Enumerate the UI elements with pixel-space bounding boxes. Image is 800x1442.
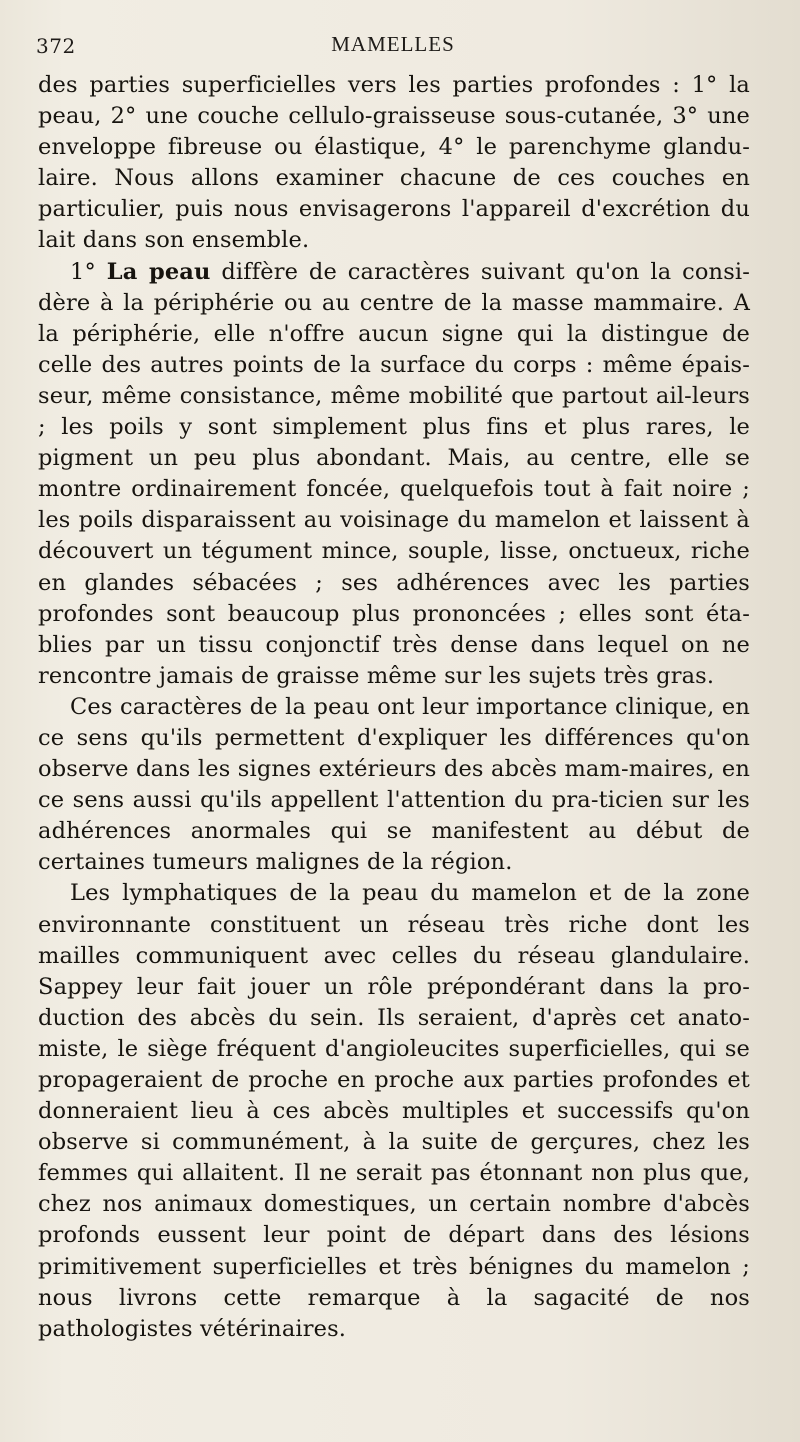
paragraph-lymphatics: Les lymphatiques de la peau du mamelon et de la zone environnante constituent un réseau très riche dont les mailles communiquent avec celles du réseau glandulaire. Sappey leur fait jouer un rôle prépondérant dans la pro-duction des abcès du sein. Ils seraient, d'après cet anato-miste, le siège fréquent d'angioleucites superficielles, qui se propageraient de proche en proche aux parties profondes et donneraient lieu à ces abcès multiples et successifs qu'on observe si communément, à la suite de gerçures, chez les femmes qui allaitent. Il ne serait pas étonnant non plus que, chez nos animaux domestiques, un certain nombre d'abcès profonds eussent leur point de départ dans des lésions primitivement superficielles et très bénignes du mamelon ; nous livrons cette remarque à la sagacité de nos pathologistes vétérinaires.	[38, 880, 750, 1342]
page-header	[36, 30, 750, 60]
running-title: MAMELLES	[331, 32, 455, 56]
paragraph-skin-text: diffère de caractères suivant qu'on la consi-dère à la périphérie ou au centre de la masse mammaire. A la périphérie, elle n'offre aucun signe qui la distingue de celle des autres points de la surface du corps : même épais-seur, même consistance, même mobilité que partout ail-leurs ; les poils y sont simplement plus fins et plus rares, le pigment un peu plus abondant. Mais, au centre, elle se montre ordinairement foncée, quelquefois tout à fait noire ; les poils disparaissent au voisinage du mamelon et laissent à découvert un tégument mince, souple, lisse, onctueux, riche en glandes sébacées ; ses adhérences avec les parties profondes sont beaucoup plus prononcées ; elles sont éta-blies par un tissu conjonctif très dense dans lequel on ne rencontre jamais de graisse même sur les sujets très gras.	[38, 258, 750, 689]
section-number: 1°	[70, 258, 107, 285]
body-text	[38, 70, 750, 1345]
section-term-la-peau: La peau	[106, 258, 211, 285]
page-number: 372	[36, 34, 76, 58]
paragraph-skin	[38, 257, 750, 692]
paragraph-clinical: Ces caractères de la peau ont leur importance clinique, en ce sens qu'ils permettent d'expliquer les différences qu'on observe dans les signes extérieurs des abcès mam-maires, en ce sens aussi qu'ils appellent l'attention du pra-ticien sur les adhérences anormales qui se manifestent au début de certaines tumeurs malignes de la région.	[38, 693, 750, 876]
paragraph-continuation: des parties superficielles vers les parties profondes : 1° la peau, 2° une couche cellulo-graisseuse sous-cutanée, 3° une enveloppe fibreuse ou élastique, 4° le parenchyme glandu-laire. Nous allons examiner chacune de ces couches en particulier, puis nous envisagerons l'appareil d'excrétion du lait dans son ensemble.	[38, 72, 750, 254]
